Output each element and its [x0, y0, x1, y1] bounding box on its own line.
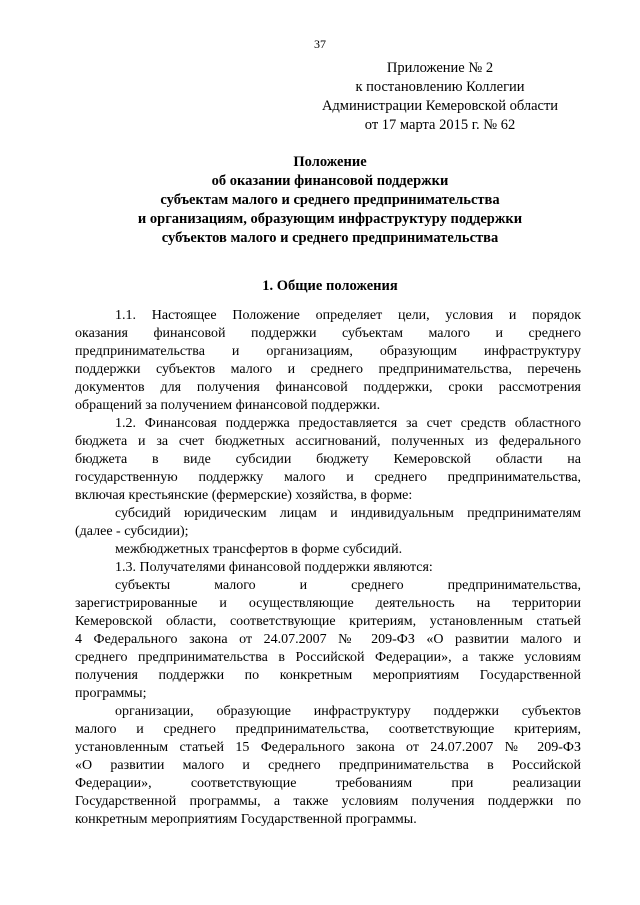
text-line: оказания финансовой поддержки субъектам малого и среднего: [75, 326, 581, 341]
text-line: включая крестьянские (фермерские) хозяйства, в форме:: [75, 488, 413, 503]
title-line: субъектов малого и среднего предпринимательства: [161, 230, 499, 246]
text-line: 1.1. Настоящее Положение определяет цели, условия и порядок: [115, 308, 581, 323]
text-line: малого и среднего предпринимательства, соответствующие критериям,: [75, 722, 581, 737]
appendix-block: [300, 59, 580, 135]
appendix-line: Администрации Кемеровской области: [321, 98, 559, 114]
text-line: документов для получения финансовой поддержки, сроки рассмотрения: [75, 380, 581, 395]
text-line: 4 Федерального закона от 24.07.2007 № 209-ФЗ «О развитии малого и: [75, 632, 581, 647]
text-line: бюджета в виде субсидии бюджету Кемеровской области на: [75, 452, 581, 467]
text-line: межбюджетных трансфертов в форме субсидий.: [115, 542, 403, 557]
title-line: Положение: [293, 154, 367, 170]
appendix-line: от 17 марта 2015 г. № 62: [364, 117, 516, 133]
text-line: Государственной программы, а также условиям получения поддержки по: [75, 794, 581, 809]
text-line: программы;: [75, 686, 147, 701]
text-line: предпринимательства и организациям, образующим инфраструктуру: [75, 344, 581, 359]
appendix-line: к постановлению Коллегии: [355, 79, 525, 95]
text-line: поддержки субъектов малого и среднего предпринимательства, перечень: [75, 362, 581, 377]
text-line: субсидий юридическим лицам и индивидуальным предпринимателям: [115, 506, 581, 521]
document-title: [60, 153, 600, 248]
text-line: (далее - субсидии);: [75, 524, 189, 539]
text-line: «О развитии малого и среднего предпринимательства в Российской: [75, 758, 581, 773]
appendix-line: Приложение № 2: [386, 60, 494, 76]
text-line: конкретным мероприятиям Государственной программы.: [75, 812, 417, 827]
text-line: обращений за получением финансовой поддержки.: [75, 398, 381, 413]
text-line: субъекты малого и среднего предпринимательства,: [115, 578, 581, 593]
text-line: 1.2. Финансовая поддержка предоставляется за счет средств областного: [115, 416, 581, 431]
text-line: государственную поддержку малого и среднего предпринимательства,: [75, 470, 581, 485]
text-line: получения поддержки по конкретным мероприятиям Государственной: [75, 668, 581, 683]
title-line: об оказании финансовой поддержки: [211, 173, 449, 189]
body-text: [75, 307, 581, 829]
text-line: Федерации», соответствующие требованиям при реализации: [75, 776, 581, 791]
text-line: Кемеровской области, соответствующие критериям, установленным статьей: [75, 614, 581, 629]
title-line: субъектам малого и среднего предпринимательства: [160, 192, 500, 208]
text-line: бюджета и за счет бюджетных ассигнований, полученных из федерального: [75, 434, 581, 449]
text-line: установленным статьей 15 Федерального закона от 24.07.2007 № 209-ФЗ: [75, 740, 581, 755]
text-line: среднего предпринимательства в Российской Федерации», а также условиям: [75, 650, 581, 665]
text-line: 1.3. Получателями финансовой поддержки являются:: [115, 560, 433, 575]
text-line: зарегистрированные и осуществляющие деятельность на территории: [75, 596, 581, 611]
title-line: и организациям, образующим инфраструктуру поддержки: [137, 211, 523, 227]
text-line: организации, образующие инфраструктуру поддержки субъектов: [115, 704, 581, 719]
page-number: 37: [314, 37, 326, 51]
section-heading: 1. Общие положения: [262, 278, 398, 294]
